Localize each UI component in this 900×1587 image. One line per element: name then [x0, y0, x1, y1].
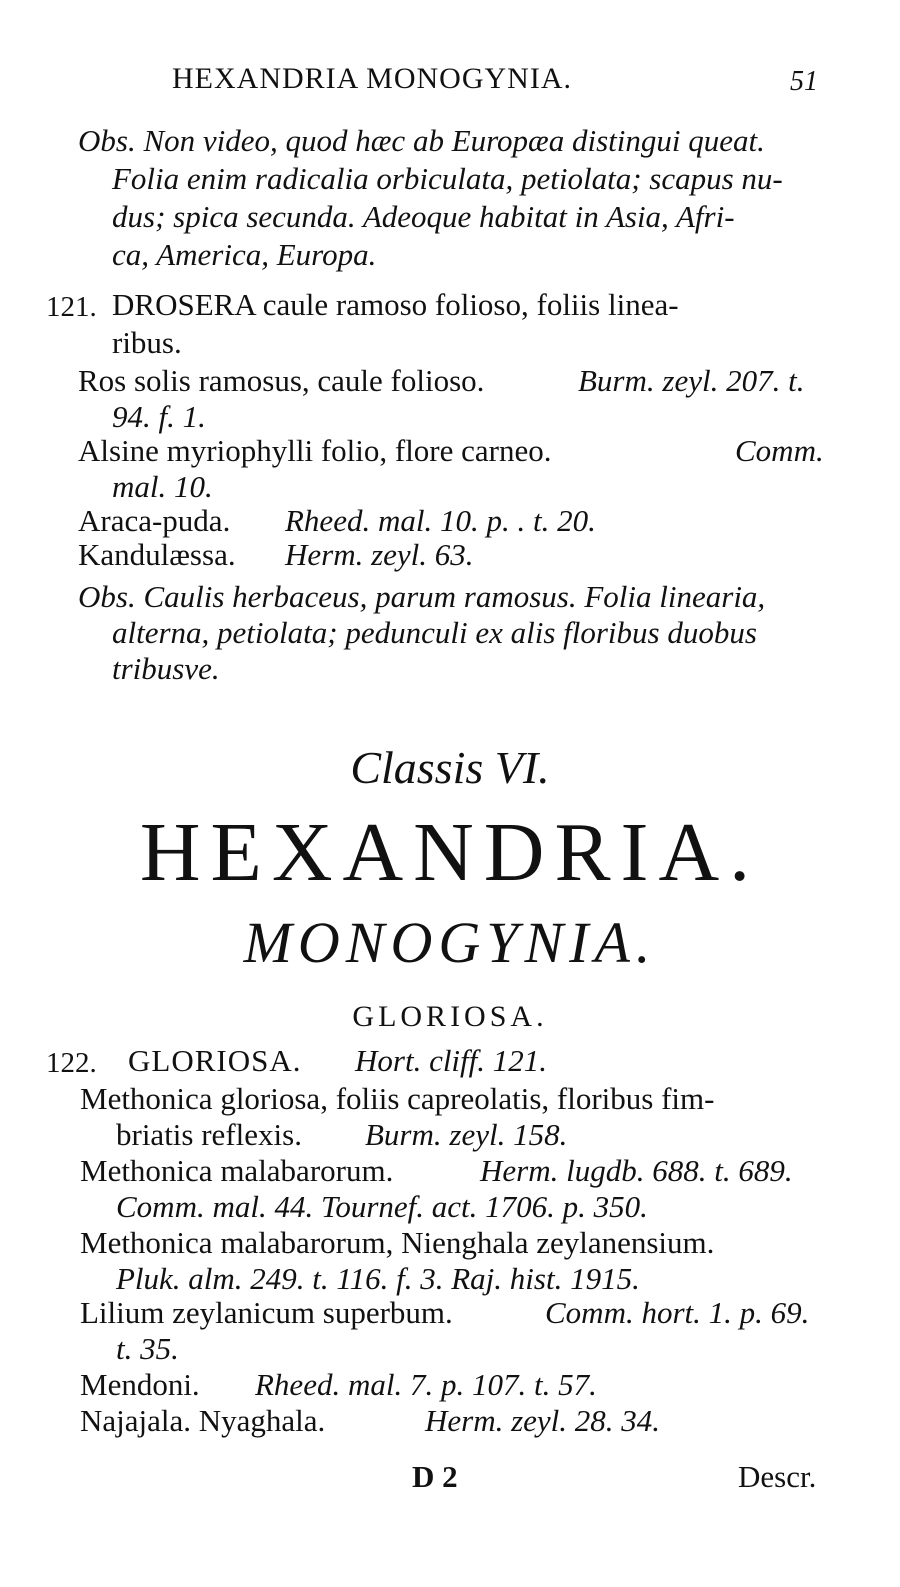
synonym-ref: Pluk. alm. 249. t. 116. f. 3. Raj. hist. 1915. — [116, 1261, 640, 1296]
synonym-ref: Comm. — [735, 433, 824, 468]
synonym-name: Araca-puda. — [78, 503, 231, 538]
synonym-name: Lilium zeylanicum superbum. — [80, 1295, 453, 1330]
synonym-name: Methonica malabarorum, Nienghala zeylanensium. — [80, 1225, 715, 1260]
synonym-ref: Rheed. mal. 7. p. 107. t. 57. — [255, 1367, 597, 1402]
obs-line: Obs. Caulis herbaceus, parum ramosus. Folia linearia, — [78, 579, 766, 614]
genus-heading: GLORIOSA. — [352, 1000, 548, 1033]
running-title: HEXANDRIA MONOGYNIA. — [172, 62, 572, 95]
signature-mark: D 2 — [412, 1459, 458, 1494]
obs-line: ca, America, Europa. — [112, 237, 377, 272]
obs-line: alterna, petiolata; pedunculi ex alis floribus duobus — [112, 615, 757, 650]
obs-line: tribusve. — [112, 651, 220, 686]
synonym-name: Mendoni. — [80, 1367, 200, 1402]
synonym-ref: 94. f. 1. — [112, 399, 206, 434]
synonym-ref: mal. 10. — [112, 469, 213, 504]
synonym-name: Najajala. Nyaghala. — [80, 1403, 326, 1438]
synonym-name: Methonica malabarorum. — [80, 1153, 394, 1188]
synonym-name: Alsine myriophylli folio, flore carneo. — [78, 433, 552, 468]
entry-heading-cont: ribus. — [112, 325, 182, 360]
synonym-ref: Herm. zeyl. 28. 34. — [425, 1403, 661, 1438]
synonym-ref: Burm. zeyl. 207. t. — [578, 363, 805, 398]
synonym-ref: Rheed. mal. 10. p. . t. 20. — [285, 503, 596, 538]
synonym-ref: Comm. hort. 1. p. 69. — [545, 1295, 810, 1330]
synonym-ref: Herm. lugdb. 688. t. 689. — [480, 1153, 793, 1188]
synonym-ref: Burm. zeyl. 158. — [365, 1117, 568, 1152]
synonym-name: Kandulæssa. — [78, 537, 236, 572]
synonym-ref: Herm. zeyl. 63. — [285, 537, 474, 572]
obs-line: Obs. Non video, quod hæc ab Europæa distingui queat. — [78, 123, 765, 158]
class-title: HEXANDRIA. — [139, 806, 761, 899]
catchword: Descr. — [738, 1459, 817, 1494]
obs-line: dus; spica secunda. Adeoque habitat in Asia, Afri- — [112, 199, 735, 234]
order-title: MONOGYNIA. — [243, 910, 657, 975]
synonym-name: Ros solis ramosus, caule folioso. — [78, 363, 485, 398]
synonym-ref: Comm. mal. 44. Tournef. act. 1706. p. 350. — [116, 1189, 648, 1224]
synonym-name-cont: briatis reflexis. — [116, 1117, 302, 1152]
obs-line: Folia enim radicalia orbiculata, petiolata; scapus nu- — [112, 161, 783, 196]
entry-heading: GLORIOSA. — [128, 1043, 302, 1078]
page-number: 51 — [790, 66, 818, 97]
classis-label: Classis VI. — [350, 742, 550, 793]
synonym-name: Methonica gloriosa, foliis capreolatis, floribus fim- — [80, 1081, 715, 1116]
entry-number: 121. — [46, 291, 97, 323]
entry-number: 122. — [46, 1047, 97, 1079]
synonym-ref: t. 35. — [116, 1331, 179, 1366]
entry-heading: DROSERA caule ramoso folioso, foliis linea- — [112, 287, 679, 322]
entry-ref: Hort. cliff. 121. — [355, 1043, 548, 1078]
